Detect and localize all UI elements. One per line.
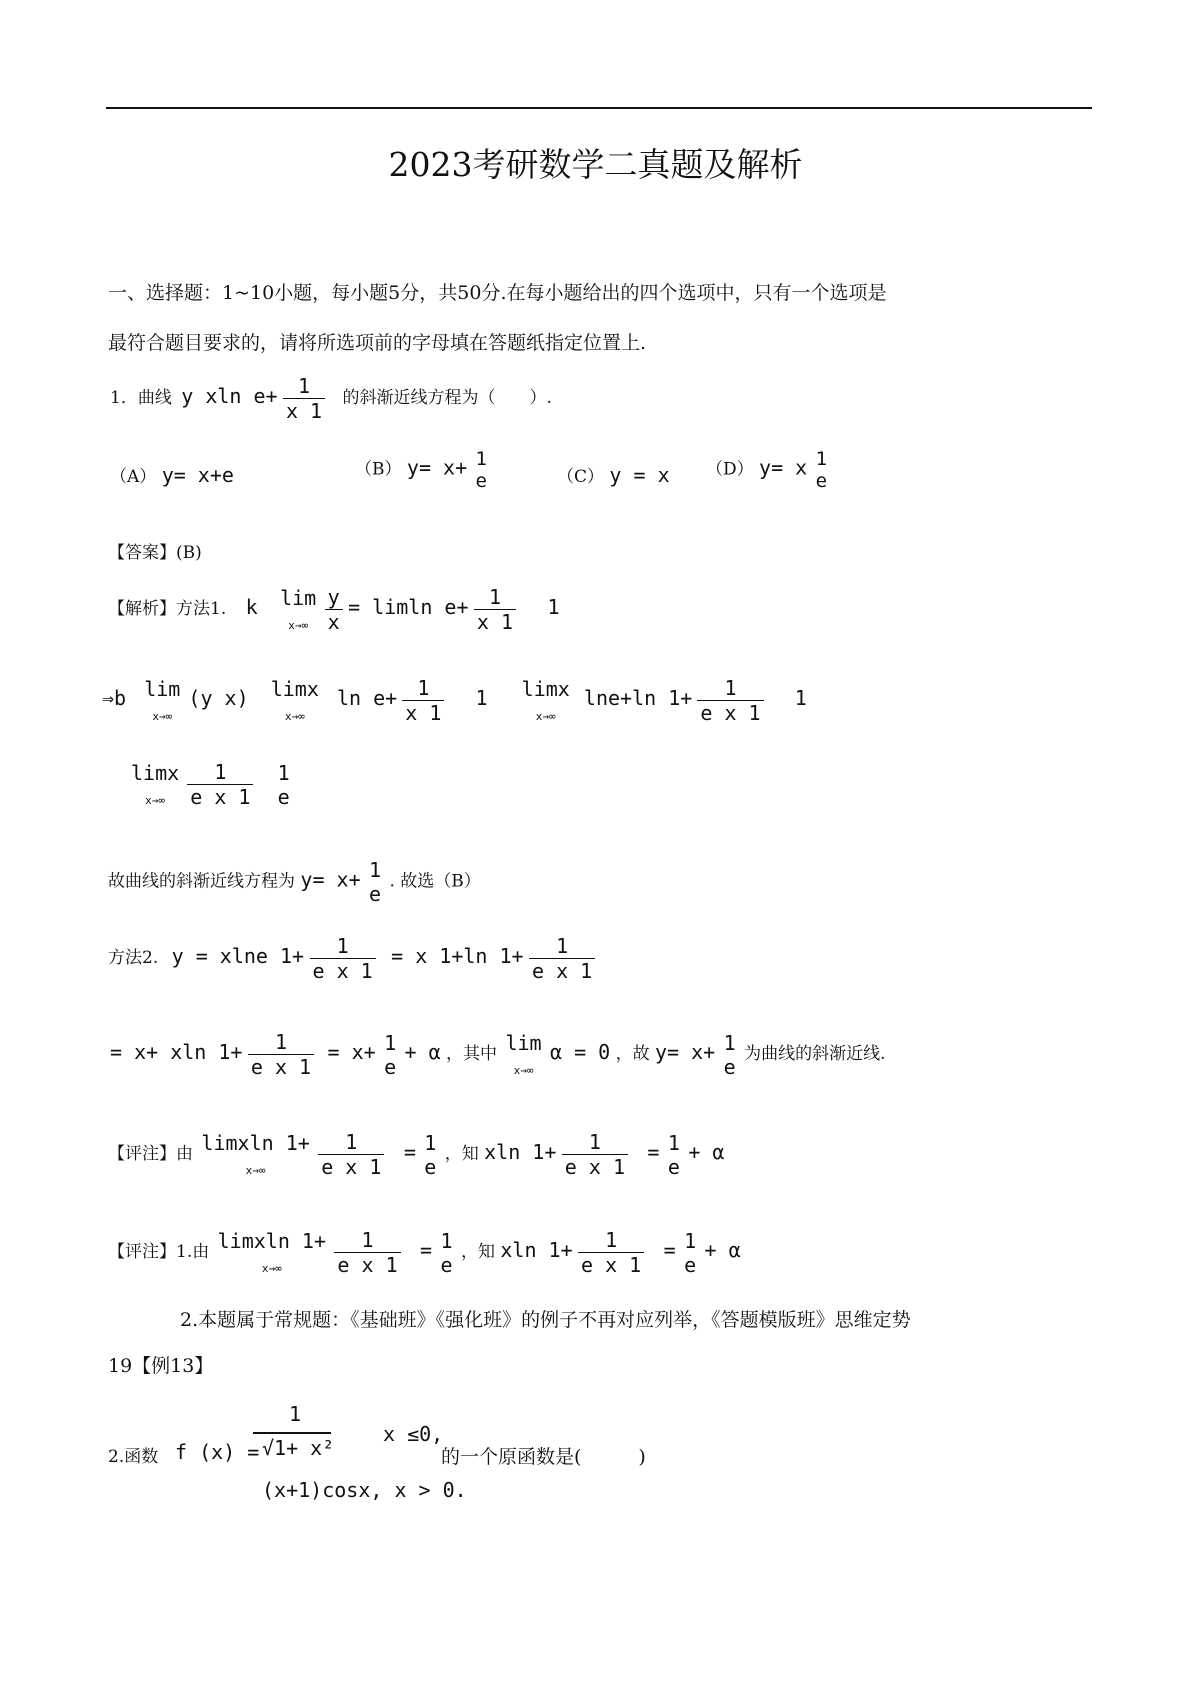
q1-fraction: $\frac{1}{x 1}$ (283, 374, 325, 423)
page-title: 2023考研数学二真题及解析 (388, 145, 803, 184)
q1-prefix: 1．曲线 (110, 388, 172, 408)
q1-method1: 【解析】方法1. k lim x→∞ $\frac{y}{x}$ = limln e+ $\frac{1}{x 1}$ 1 (108, 585, 560, 634)
q2-case1-rule (253, 1432, 331, 1434)
q2-case1-num: 1 (288, 1402, 302, 1426)
q1-method1-line2: ⇒b lim x→∞ (y x) limx x→∞ ln e+ $\frac{1}{x 1}$ 1 limx x→∞ lne+ln 1+ $\frac{1}{\text{e x 1}}$ 1 (102, 676, 807, 725)
q1-expr: y xln e+ (181, 384, 278, 408)
q1-suffix: 的斜渐近线方程为（ ）. (342, 388, 552, 408)
q2-case2: (x+1)cosx, x > 0. (262, 1478, 467, 1502)
q2-prefix: 2.函数 (108, 1447, 159, 1467)
q2-suffix: 的一个原函数是( ) (441, 1446, 646, 1468)
q2-fx: f (x) = (175, 1440, 260, 1464)
q1-method2: 方法2. y = xlne 1+ $\frac{1}{\text{e x 1}}$ = x 1+ln 1+ $\frac{1}{\text{e x 1}}$ (108, 934, 595, 983)
q1-conclusion: 故曲线的斜渐近线方程为 y= x+ 1 e . 故选（B） (108, 858, 481, 906)
q1-note3-line2: 19【例13】 (108, 1355, 214, 1377)
q1-answer: 【答案】(B) (108, 543, 202, 563)
section-heading-line2: 最符合题目要求的，请将所选项前的字母填在答题纸指定位置上. (108, 332, 647, 354)
q1-method1-line3: limx x→∞ $\frac{1}{\text{e x 1}}$ 1 e (131, 760, 290, 809)
q1-note3-line1: 2.本题属于常规题：《基础班》《强化班》的例子不再对应列举，《答题模版班》思维定势 (180, 1309, 911, 1331)
top-rule (106, 107, 1092, 109)
q1-option-d: （D） y= x 1 e (706, 448, 828, 492)
q2-case1-cond: x ≤0, (383, 1422, 444, 1446)
q1-note2: 【评注】1.由 limxln 1+ x→∞ $\frac{1}{\text{e x 1}}$ = 1 e ，知 xln 1+ $\frac{1}{\text{e x 1}}$ = 1 e + α (108, 1228, 741, 1277)
q1-option-c: （C） y = x (557, 463, 670, 487)
q1-stem (110, 374, 552, 423)
q1-option-b: （B） y= x+ 1 e (355, 448, 487, 492)
q1-method2-line2: = x+ xln 1+ $\frac{1}{\text{e x 1}}$ = x+ 1 e + α ，其中 lim x→∞ α = 0 ，故 y= x+ 1 e 为曲线的斜渐近线. (110, 1030, 886, 1079)
q2-case1-den: √1+ x² (262, 1436, 335, 1460)
q1-note1: 【评注】由 limxln 1+ x→∞ $\frac{1}{\text{e x 1}}$ = 1 e ，知 xln 1+ $\frac{1}{\text{e x 1}}$ = 1 e + α (108, 1130, 725, 1179)
q1-option-a: （A） y= x+e (110, 463, 234, 487)
section-heading-line1: 一、选择题：1~10小题，每小题5分，共50分.在每小题给出的四个选项中，只有一个选项是 (108, 282, 887, 304)
